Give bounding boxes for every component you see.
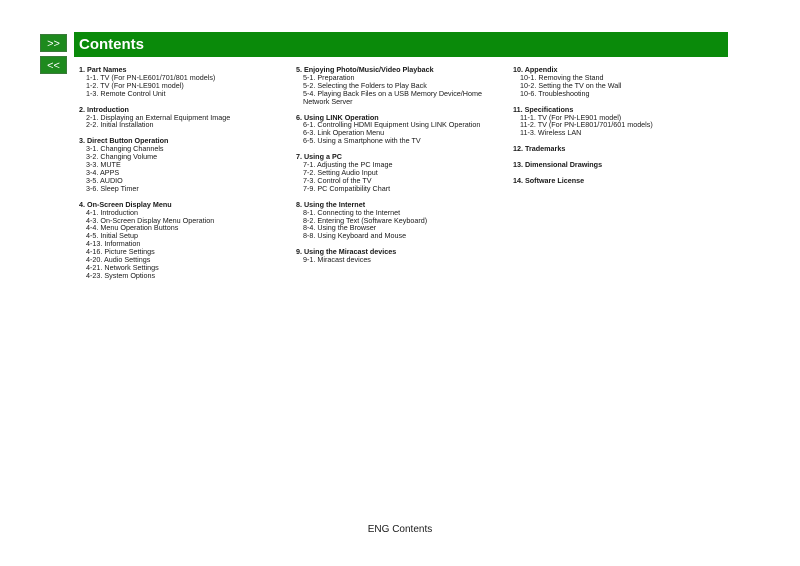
toc-item-link[interactable]: 1-3. Remote Control Unit: [86, 88, 166, 98]
toc-section-title[interactable]: 6. Using LINK Operation: [296, 112, 379, 122]
toc-section: [79, 106, 284, 130]
toc-section-title[interactable]: 8. Using the Internet: [296, 199, 366, 209]
toc-section-title[interactable]: 12. Trademarks: [513, 144, 566, 154]
toc-item-link[interactable]: 6-5. Using a Smartphone with the TV: [303, 136, 421, 146]
toc-item-link[interactable]: 7-2. Setting Audio Input: [303, 167, 378, 177]
toc-section: [513, 106, 718, 138]
toc-item-link[interactable]: 7-3. Control of the TV: [303, 175, 372, 185]
toc-item-link[interactable]: 7-1. Adjusting the PC Image: [303, 160, 393, 170]
toc-item-link[interactable]: 10-6. Troubleshooting: [520, 88, 590, 98]
toc-section-title[interactable]: 1. Part Names: [79, 65, 127, 74]
toc-section-title[interactable]: 10. Appendix: [513, 65, 558, 74]
toc-section: [296, 66, 501, 106]
toc-item-link[interactable]: 7-9. PC Compatibility Chart: [303, 183, 391, 193]
toc-section: [296, 153, 501, 193]
toc-section-title[interactable]: 5. Enjoying Photo/Music/Video Playback: [296, 65, 434, 74]
toc-section: [513, 66, 718, 98]
page-footer: ENG Contents: [367, 524, 433, 535]
toc-item-link[interactable]: 5-2. Selecting the Folders to Play Back: [303, 80, 427, 90]
toc-item-link[interactable]: 3-1. Changing Channels: [86, 144, 164, 154]
toc-item-link[interactable]: 4-4. Menu Operation Buttons: [86, 223, 179, 233]
toc-section-title[interactable]: 11. Specifications: [513, 104, 574, 114]
toc-item-link[interactable]: 8-1. Connecting to the Internet: [303, 207, 401, 217]
toc-item-link[interactable]: 8-4. Using the Browser: [303, 223, 377, 233]
toc-item-link[interactable]: 5-1. Preparation: [303, 72, 355, 82]
toc-section-title[interactable]: 9. Using the Miracast devices: [296, 247, 397, 257]
toc-item-link[interactable]: 6-3. Link Operation Menu: [303, 128, 385, 138]
toc-item-list: [296, 74, 501, 106]
toc-column-3: [513, 66, 718, 193]
toc-item-list: [296, 121, 501, 145]
toc-item-link[interactable]: 3-3. MUTE: [86, 160, 121, 170]
toc-section: [513, 145, 718, 153]
toc-item-link[interactable]: 11-1. TV (For PN-LE901 model): [520, 112, 622, 122]
toc-item-link[interactable]: 3-5. AUDIO: [86, 175, 123, 185]
toc-item-list: [79, 145, 284, 192]
toc-item-link[interactable]: 4-23. System Options: [86, 270, 156, 280]
toc-item-list: [79, 209, 284, 280]
toc-section-title[interactable]: 7. Using a PC: [296, 152, 342, 162]
toc-item-link[interactable]: 4-5. Initial Setup: [86, 231, 138, 241]
toc-item-link[interactable]: 8-2. Entering Text (Software Keyboard): [303, 215, 428, 225]
toc-item-link[interactable]: 4-1. Introduction: [86, 207, 138, 217]
toc-item-link[interactable]: 1-2. TV (For PN-LE901 model): [86, 80, 184, 90]
toc-item-link[interactable]: 11-3. Wireless LAN: [520, 128, 582, 138]
toc-item-link[interactable]: 9-1. Miracast devices: [303, 255, 371, 265]
toc-section: [79, 201, 284, 280]
toc-item-link[interactable]: 10-2. Setting the TV on the Wall: [520, 80, 622, 90]
toc-item-list: [79, 114, 284, 130]
toc-section: [513, 161, 718, 169]
toc-item-link[interactable]: 5-4. Playing Back Files on a USB Memory Device/Home Network Server: [303, 88, 482, 106]
toc-item-list: [513, 74, 718, 98]
toc-section: [79, 66, 284, 98]
toc-item-list: [296, 256, 501, 264]
toc-item-list: [513, 114, 718, 138]
next-page-button[interactable]: >>: [40, 34, 67, 52]
toc-section-title[interactable]: 3. Direct Button Operation: [79, 136, 169, 146]
toc-item-link[interactable]: 11-2. TV (For PN-LE801/701/601 models): [520, 120, 653, 130]
toc-item-link[interactable]: 8-8. Using Keyboard and Mouse: [303, 231, 407, 241]
toc-item-list: [296, 161, 501, 193]
toc-section: [296, 248, 501, 264]
toc-column-1: [79, 66, 284, 288]
toc-section: [296, 201, 501, 241]
toc-item-link[interactable]: 2-1. Displaying an External Equipment Image: [86, 112, 231, 122]
toc-section-title[interactable]: 14. Software License: [513, 176, 585, 186]
toc-item-list: [79, 74, 284, 98]
toc-item-link[interactable]: 3-2. Changing Volume: [86, 152, 158, 162]
toc-item-link[interactable]: 1-1. TV (For PN-LE601/701/801 models): [86, 72, 216, 82]
previous-page-button[interactable]: <<: [40, 56, 67, 74]
toc-item-link[interactable]: 4-13. Information: [86, 239, 141, 249]
toc-item-link[interactable]: 3-4. APPS: [86, 167, 120, 177]
toc-section-title[interactable]: 13. Dimensional Drawings: [513, 160, 603, 170]
toc-column-2: [296, 66, 501, 272]
toc-item-link[interactable]: 10-1. Removing the Stand: [520, 72, 604, 82]
toc-item-link[interactable]: 2-2. Initial Installation: [86, 120, 154, 130]
toc-item-link[interactable]: 4-20. Audio Settings: [86, 255, 151, 265]
toc-item-list: [296, 209, 501, 241]
toc-item-link[interactable]: 4-21. Network Settings: [86, 262, 159, 272]
toc-section: [296, 114, 501, 146]
toc-section-title[interactable]: 2. Introduction: [79, 104, 129, 114]
toc-item-link[interactable]: 3-6. Sleep Timer: [86, 183, 139, 193]
toc-section: [79, 137, 284, 192]
toc-section-title[interactable]: 4. On-Screen Display Menu: [79, 199, 172, 209]
toc-section: [513, 177, 718, 185]
toc-item-link[interactable]: 4-16. Picture Settings: [86, 247, 155, 257]
page-title: Contents: [74, 32, 728, 57]
toc-item-link[interactable]: 4-3. On-Screen Display Menu Operation: [86, 215, 215, 225]
toc-item-link[interactable]: 6-1. Controlling HDMI Equipment Using LINK Operation: [303, 120, 481, 130]
